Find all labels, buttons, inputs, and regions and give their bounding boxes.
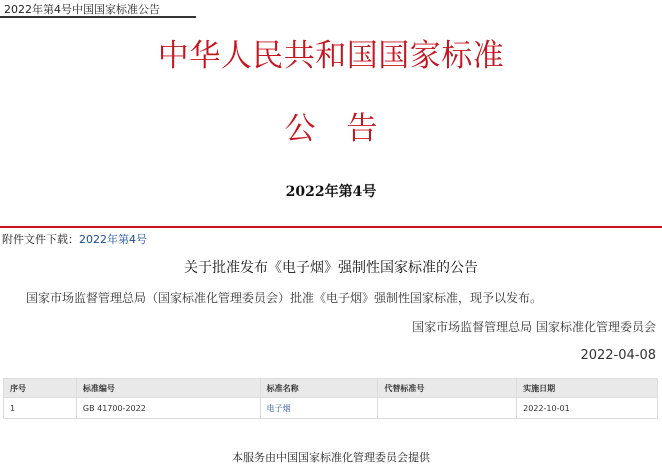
col-header-replaced-standard: 代替标准号 bbox=[378, 379, 517, 398]
table-header-row bbox=[4, 379, 658, 398]
col-header-effective-date: 实施日期 bbox=[517, 379, 658, 398]
col-header-index: 序号 bbox=[4, 379, 77, 398]
tab-underline bbox=[0, 16, 196, 18]
announcement-signature: 国家市场监督管理总局 国家标准化管理委员会 bbox=[412, 320, 656, 334]
page-tab-title: 2022年第4号中国国家标准公告 bbox=[4, 3, 160, 16]
issue-number: 2022年第4号 bbox=[285, 184, 377, 200]
announcement-body: 国家市场监督管理总局（国家标准化管理委员会）批准《电子烟》强制性国家标准，现予以发布。 bbox=[26, 291, 543, 305]
announcement-heading: 关于批准发布《电子烟》强制性国家标准的公告 bbox=[184, 260, 478, 276]
standard-name-link[interactable]: 电子烟 bbox=[266, 403, 291, 413]
footer-text: 本服务由中国国家标准化管理委员会提供 bbox=[232, 451, 430, 464]
announcement-date: 2022-04-08 bbox=[580, 348, 656, 363]
main-title: 中华人民共和国国家标准 bbox=[157, 38, 505, 74]
attachment-download-link[interactable]: 2022年第4号 bbox=[79, 233, 147, 246]
sub-title: 公 告 bbox=[284, 111, 378, 147]
cell-standard-name bbox=[260, 398, 378, 419]
cell-effective-date: 2022-10-01 bbox=[517, 398, 658, 419]
red-divider bbox=[0, 226, 662, 228]
col-header-standard-name: 标准名称 bbox=[260, 379, 378, 398]
cell-replaced-standard bbox=[378, 398, 517, 419]
attachment-label: 附件文件下载： bbox=[2, 233, 79, 246]
table-row bbox=[4, 398, 658, 419]
standards-table bbox=[3, 378, 658, 419]
attachment-row bbox=[2, 231, 147, 247]
cell-index: 1 bbox=[4, 398, 77, 419]
cell-standard-number: GB 41700-2022 bbox=[76, 398, 260, 419]
col-header-standard-number: 标准编号 bbox=[76, 379, 260, 398]
